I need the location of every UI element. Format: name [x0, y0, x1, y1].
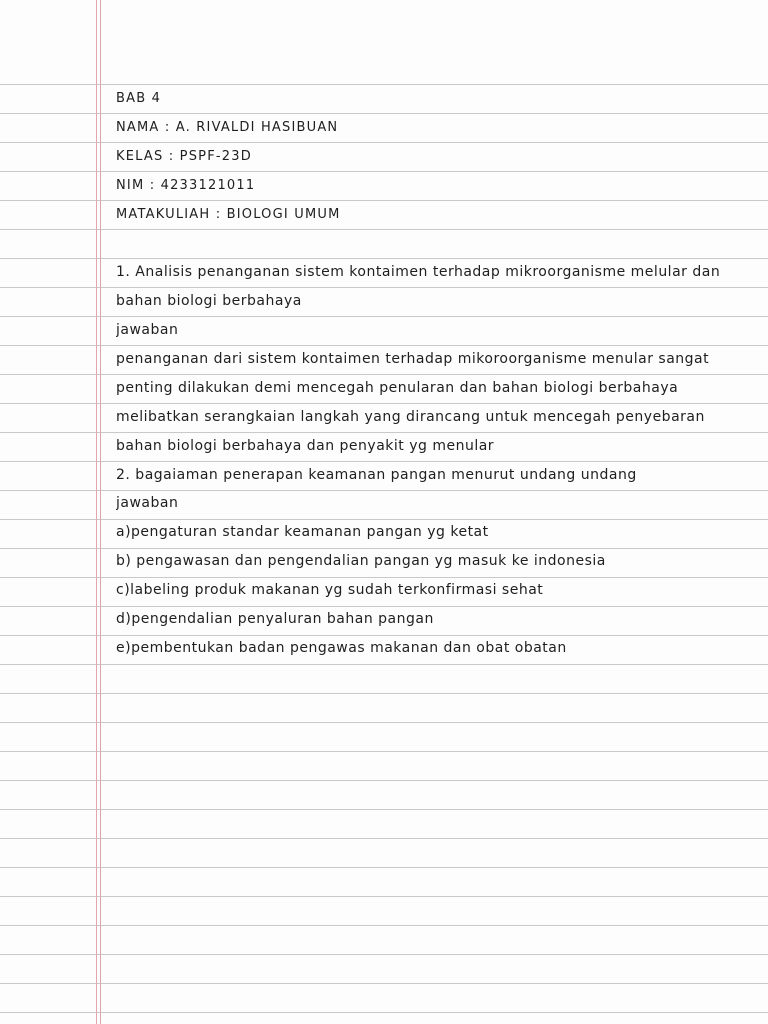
student-id: NIM : 4233121011: [116, 177, 256, 193]
margin-line-right: [100, 0, 101, 1024]
question-1-line-2: bahan biologi berbahaya: [116, 293, 302, 310]
answer-2-item-d: d)pengendalian penyaluran bahan pangan: [116, 611, 434, 628]
handwritten-notes: [116, 86, 756, 664]
chapter-heading: BAB 4: [116, 91, 162, 106]
answer-1-line-1: penanganan dari sistem kontaimen terhadap mikoroorganisme menular sangat: [116, 351, 710, 368]
answer-1-line-4: bahan biologi berbahaya dan penyakit yg menular: [116, 437, 495, 454]
answer-2-label: jawaban: [116, 495, 179, 512]
answer-1-line-2: penting dilakukan demi mencegah penularan dan bahan biologi berbahaya: [116, 379, 679, 396]
answer-2-item-e: e)pembentukan badan pengawas makanan dan obat obatan: [116, 639, 567, 656]
answer-2-item-b: b) pengawasan dan pengendalian pangan yg masuk ke indonesia: [116, 553, 606, 570]
answer-2-item-c: c)labeling produk makanan yg sudah terkonfirmasi sehat: [116, 582, 544, 599]
student-class: KELAS : PSPF-23D: [116, 148, 252, 164]
answer-1-line-3: melibatkan serangkaian langkah yang dirancang untuk mencegah penyebaran: [116, 408, 705, 425]
course-name: MATAKULIAH : BIOLOGI UMUM: [116, 206, 341, 222]
student-name: NAMA : A. RIVALDI HASIBUAN: [116, 119, 339, 135]
answer-2-item-a: a)pengaturan standar keamanan pangan yg ketat: [116, 524, 489, 541]
margin-line-left: [96, 0, 97, 1024]
question-2: 2. bagaiaman penerapan keamanan pangan menurut undang undang: [116, 466, 637, 483]
question-1-line-1: 1. Analisis penanganan sistem kontaimen terhadap mikroorganisme melular dan: [116, 264, 721, 281]
paper-top-margin: [0, 0, 768, 84]
blank-line: [116, 230, 756, 259]
answer-1-label: jawaban: [116, 322, 179, 339]
